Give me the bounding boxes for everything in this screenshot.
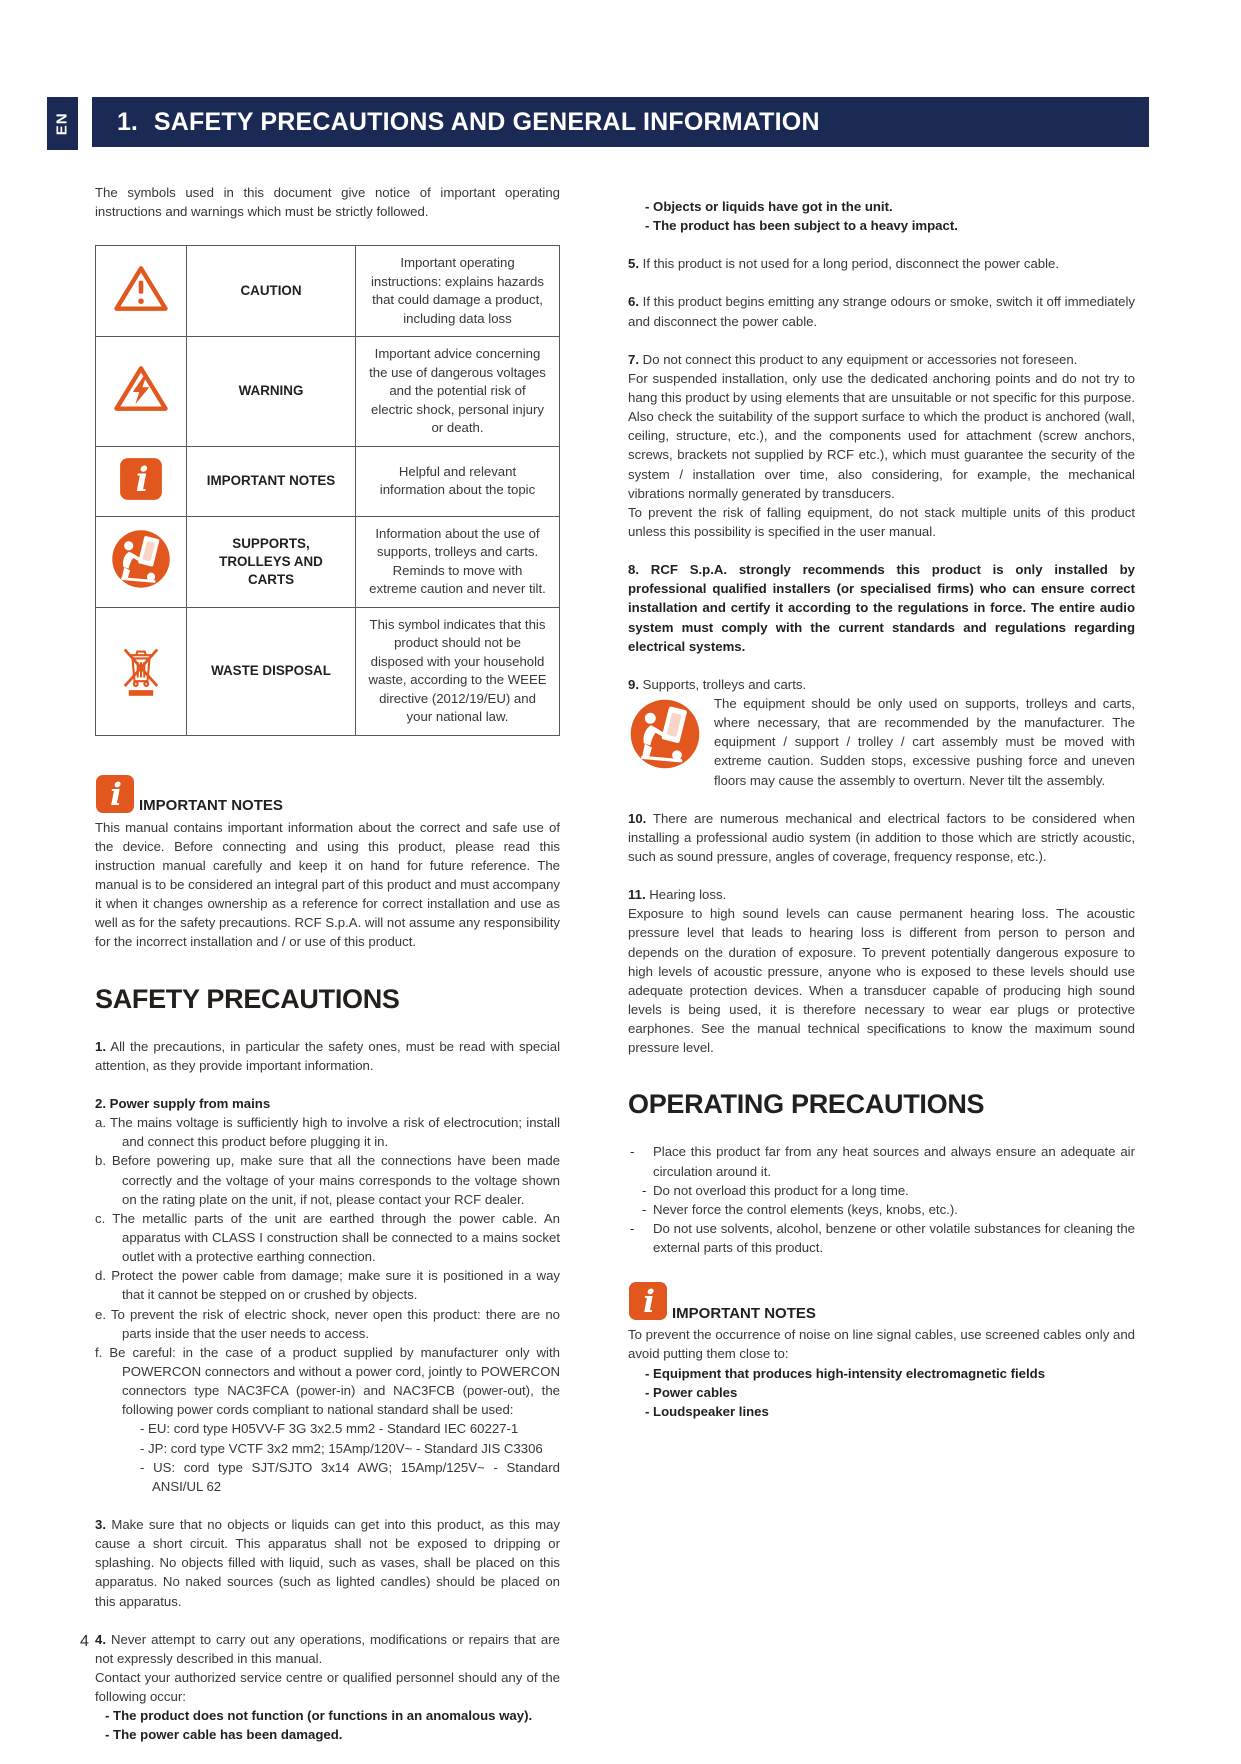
page-number: 4 (80, 1633, 89, 1650)
language-tab (47, 97, 78, 150)
safety-item-3: 3. Make sure that no objects or liquids can get into this product, as this may cause a short circuit. This apparatus shall not be exposed to dripping or splashing. No objects filled with liquid, such as vases, shall be placed on this apparatus. No naked sources (such as lighted candles) should be placed on this apparatus. (95, 1516, 560, 1609)
failure-condition: - The power cable has been damaged. (105, 1727, 343, 1743)
list-item: e. To prevent the risk of electric shock, never open this product: there are no parts inside that the user needs to access. (95, 1306, 560, 1341)
safety-precautions-heading: SAFETY PRECAUTIONS (95, 983, 400, 1014)
cord-spec: - JP: cord type VCTF 3x2 mm2; 15Amp/120V~ - Standard JIS C3306 (140, 1440, 543, 1456)
important-notes-body: This manual contains important information about the correct and safe use of the device. Before connecting and using this product, please read this instruction manual carefully and keep it on hand for future reference. The manual is to be considered an integral part of this product and must accompany it when it changes ownership as a reference for correct installation and use as well as for the safety precautions. RCF S.p.A. will not assume any responsibility for the incorrect installation and / or use of this product. (95, 819, 560, 950)
trolley-icon (628, 697, 702, 771)
safety-item-4: 4. Never attempt to carry out any operations, modifications or repairs that are not expressly described in this manual. Contact your authorized service centre or qualified personnel should any of the following occur: - The product does not function (or functions in an anomalous way). - The power cable has been damaged. (95, 1630, 560, 1745)
intro-paragraph: The symbols used in this document give notice of important operating instructions and warnings which must be strictly followed. (95, 185, 560, 220)
safety-item-9: 9. Supports, trolleys and carts. The equipment should be only used on supports, trolleys and carts, where necessary, that are recommended by the manufacturer. The equipment / support / trolley / cart assembly must be moved with extreme caution. Sudden stops, excessive pushing force and uneven floors may cause the assembly to overturn. Never tilt the assembly. (628, 676, 1135, 788)
dash-bullet: - (630, 1221, 635, 1237)
list-item: d. Protect the power cable from damage; make sure it is positioned in a way that it cannot be stepped on or crushed by objects. (95, 1268, 560, 1303)
failure-conditions-continued (628, 197, 1135, 235)
safety-item-7: 7. Do not connect this product to any equipment or accessories not foreseen. For suspended installation, only use the dedicated anchoring points and do not try to hang this product by using elements that are unsuitable or not specific for this purpose. Also check the suitability of the support surface to which the product is anchored (wall, ceiling, structure, etc.), and the components used for attachment (screw anchors, screws, brackets not supplied by RCF etc.), which must guarantee the security of the system / installation over time, also considering, for example, the mechanical vibrations normally generated by transducers. To prevent the risk of falling equipment, do not stack multiple units of this product unless this possibility is specified in the user manual. (628, 351, 1135, 539)
page-title: SAFETY PRECAUTIONS AND GENERAL INFORMATION (153, 107, 820, 136)
important-notes-body: To prevent the occurrence of noise on line signal cables, use screened cables only and avoid putting them close to: (628, 1327, 1135, 1362)
operating-precautions-list (628, 1142, 1135, 1257)
dash-bullet: - (642, 1201, 647, 1217)
list-item: f. Be careful: in the case of a product supplied by manufacturer only with POWERCON connectors and without a power cord, jointly to POWERCON connectors type NAC3FCA (power-in) and NAC3FCB (power-out), the following power cords compliant to national standard shall be used: (95, 1344, 560, 1418)
list-item: - Do not overload this product for a long time. (628, 1181, 1135, 1200)
important-notes-header (628, 1281, 1135, 1321)
safety-item-8: 8. RCF S.p.A. strongly recommends this product is only installed by professional qualified installers (or specialised firms) who can ensure correct installation and certify it according to the regulations in force. The entire audio system must comply with the current standards and regulations regarding electrical systems. (628, 562, 1135, 654)
dash-bullet: - (630, 1144, 635, 1160)
trolley-icon (110, 528, 172, 590)
left-column (95, 183, 560, 1764)
table-row (96, 516, 560, 607)
table-row (96, 337, 560, 446)
info-icon (95, 774, 135, 814)
safety-item-2: 2. Power supply from mains a. The mains voltage is sufficiently high to involve a risk of electrocution; install and connect this product before plugging it in. b. Before powering up, make sure that all the connections have been made correctly and the voltage of your mains corresponds to the voltage shown on the rating plate on the unit, if not, please contact your RCF dealer. c. The metallic parts of the unit are earthed through the power cable. An apparatus with CLASS I construction shall be connected to a mains socket outlet with a protective earthing connection. d. Protect the power cable from damage; make sure it is positioned in a way that it cannot be stepped on or crushed by objects. e. To prevent the risk of electric shock, never open this product: there are no parts inside that the user needs to access. f. Be careful: in the case of a product supplied by manufacturer only with POWERCON connectors and without a power cord, jointly to POWERCON connectors type NAC3FCA (power-in) and NAC3FCB (power-out), the following power cords compliant to national standard shall be used: - EU: cord type H05VV-F 3G 3x2.5 mm2 - Standard IEC 60227-1 - JP: cord type VCTF 3x2 mm2; 15Amp/120V~ - Standard JIS C3306 - US: cord type SJT/SJTO 3x14 AWG; 15Amp/125V~ - Standard ANSI/UL 62 (95, 1094, 560, 1496)
list-item: - Place this product far from any heat sources and always ensure an adequate air circulation around it. (630, 1144, 1135, 1179)
failure-condition: - The product has been subject to a heavy impact. (645, 218, 958, 234)
symbol-label: WARNING (187, 337, 356, 446)
operating-precautions-heading: OPERATING PRECAUTIONS (628, 1089, 985, 1120)
cord-spec: - US: cord type SJT/SJTO 3x14 AWG; 15Amp/125V~ - Standard ANSI/UL 62 (140, 1459, 560, 1494)
symbol-label: IMPORTANT NOTES (187, 446, 356, 516)
list-item: b. Before powering up, make sure that all the connections have been made correctly and the voltage of your mains corresponds to the voltage shown on the rating plate on the unit, if not, please contact your RCF dealer. (95, 1153, 561, 1207)
list-item: - Never force the control elements (keys, knobs, etc.). (628, 1200, 1135, 1219)
important-notes-header (95, 774, 560, 814)
avoid-item: - Equipment that produces high-intensity electromagnetic fields (645, 1365, 1046, 1381)
table-row (96, 446, 560, 516)
safety-item-11: 11. Hearing loss. Exposure to high sound levels can cause permanent hearing loss. The acoustic pressure level that leads to hearing loss is different from person to person and depends on the duration of exposure. To prevent potentially dangerous exposure to high levels of acoustic pressure, anyone who is exposed to these levels should use adequate protection devices. When a transducer capable of producing high sound levels is being used, it is therefore necessary to wear ear plugs or protective earphones. See the manual technical specifications to know the maximum sound pressure level. (628, 887, 1135, 1056)
waste-disposal-icon (115, 638, 167, 700)
right-column (628, 183, 1135, 1421)
safety-item-10: 10. There are numerous mechanical and electrical factors to be considered when installing a professional audio system (in addition to those which are strictly acoustic, such as sound pressure, angles of coverage, frequency response, etc.). (628, 810, 1135, 864)
symbol-label: CAUTION (187, 246, 356, 337)
failure-condition: - Objects or liquids have got in the unit. (645, 199, 893, 214)
language-tab-label: EN (53, 112, 71, 135)
avoid-item: - Power cables (645, 1384, 738, 1400)
important-notes-title: IMPORTANT NOTES (139, 796, 283, 814)
symbol-label: WASTE DISPOSAL (187, 607, 356, 735)
list-item: - Do not use solvents, alcohol, benzene or other volatile substances for cleaning the external parts of this product. (630, 1221, 1135, 1256)
section-header (92, 97, 1149, 147)
caution-triangle-icon (113, 264, 169, 313)
symbols-table (95, 245, 560, 735)
cord-spec: - EU: cord type H05VV-F 3G 3x2.5 mm2 - Standard IEC 60227-1 (140, 1421, 519, 1437)
info-icon (119, 457, 163, 501)
info-icon (628, 1281, 668, 1321)
avoid-item: - Loudspeaker lines (645, 1403, 769, 1419)
electric-shock-warning-icon (113, 364, 169, 413)
dash-bullet: - (642, 1182, 647, 1198)
safety-item-5: 5. If this product is not used for a long period, disconnect the power cable. (628, 256, 1060, 272)
symbol-description: Important advice concerning the use of dangerous voltages and the potential risk of electric shock, personal injury or death. (356, 337, 560, 446)
safety-item-1: 1. All the precautions, in particular the safety ones, must be read with special attention, as they provide important information. (95, 1038, 561, 1073)
list-item: a. The mains voltage is sufficiently high to involve a risk of electrocution; install and connect this product before plugging it in. (95, 1115, 560, 1150)
important-notes-title: IMPORTANT NOTES (672, 1304, 816, 1322)
symbol-description: Important operating instructions: explains hazards that could damage a product, including data loss (356, 246, 560, 337)
symbol-description: Helpful and relevant information about the topic (356, 446, 560, 516)
symbol-label: SUPPORTS, TROLLEYS AND CARTS (187, 516, 356, 607)
safety-item-6: 6. If this product begins emitting any strange odours or smoke, switch it off immediately and disconnect the power cable. (628, 294, 1135, 329)
section-number: 1. (117, 107, 138, 136)
symbol-description: Information about the use of supports, trolleys and carts. Reminds to move with extreme caution and never tilt. (356, 516, 560, 607)
table-row (96, 607, 560, 735)
symbol-description: This symbol indicates that this product should not be disposed with your household waste, according to the WEEE directive (2012/19/EU) and your national law. (356, 607, 560, 735)
failure-condition: - The product does not function (or functions in an anomalous way). (105, 1708, 533, 1724)
table-row (96, 246, 560, 337)
list-item: c. The metallic parts of the unit are earthed through the power cable. An apparatus with CLASS I construction shall be connected to a mains socket outlet with a protective earthing connection. (95, 1210, 560, 1265)
